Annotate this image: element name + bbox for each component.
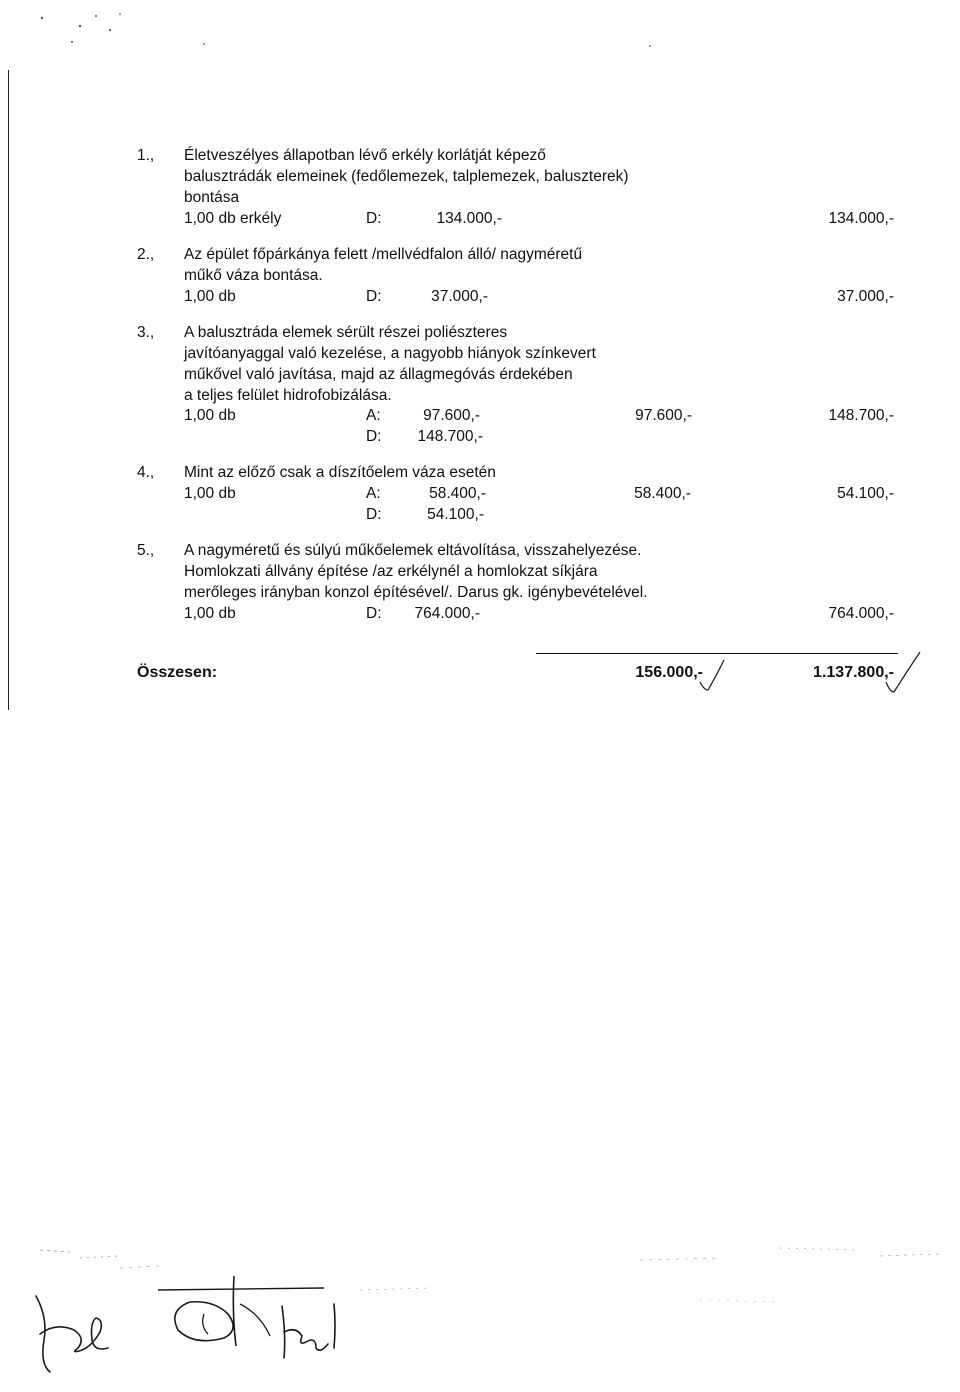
d-value: 148.700,-	[417, 428, 483, 445]
d-label: D:	[366, 506, 382, 523]
a-value: 97.600,-	[423, 407, 480, 424]
item-total: 764.000,-	[828, 605, 894, 622]
item-number: 3.,	[137, 324, 155, 341]
a-label: A:	[366, 407, 381, 424]
item-number: 4.,	[137, 464, 155, 481]
item-quantity: 1,00 db	[184, 288, 236, 305]
signature-1	[30, 1288, 120, 1378]
d-value: 54.100,-	[427, 506, 484, 523]
item-total: 134.000,-	[828, 210, 894, 227]
scan-dust-marks	[0, 0, 960, 60]
item-total: 54.100,-	[837, 485, 894, 502]
page-margin-line	[8, 70, 9, 710]
item-description-line: A nagyméretű és súlyú műkőelemek eltávolítása, visszahelyezése.	[184, 542, 642, 559]
item-description-line: balusztrádák elemeinek (fedőlemezek, talplemezek, baluszterek)	[184, 168, 629, 185]
item-description-line: merőleges irányban konzol építésével/. Darus gk. igénybevételével.	[184, 584, 648, 601]
check-mark-icon	[698, 656, 728, 696]
item-number: 1.,	[137, 147, 155, 164]
summary-a-sum: 156.000,-	[635, 664, 703, 681]
d-value: 134.000,-	[436, 210, 502, 227]
item-description-line: műkővel való javítása, majd az állagmegóvás érdekében	[184, 366, 573, 383]
item-quantity: 1,00 db	[184, 605, 236, 622]
summary-rule	[536, 653, 898, 654]
item-number: 5.,	[137, 542, 155, 559]
item-description-line: bontása	[184, 189, 240, 206]
item-quantity: 1,00 db	[184, 407, 236, 424]
item-total: 37.000,-	[837, 288, 894, 305]
d-label: D:	[366, 605, 382, 622]
d-value: 764.000,-	[414, 605, 480, 622]
d-label: D:	[366, 428, 382, 445]
d-label: D:	[366, 210, 382, 227]
item-description-line: Mint az előző csak a díszítőelem váza esetén	[184, 464, 496, 481]
scan-dust-marks	[0, 1230, 960, 1350]
item-description-line: javítóanyaggal való kezelése, a nagyobb hiányok színkevert	[184, 345, 596, 362]
a-total: 97.600,-	[635, 407, 692, 424]
a-total: 58.400,-	[634, 485, 691, 502]
a-label: A:	[366, 485, 381, 502]
summary-label: Összesen:	[137, 664, 218, 681]
item-quantity: 1,00 db erkély	[184, 210, 282, 227]
check-mark-icon	[884, 648, 924, 698]
item-total: 148.700,-	[828, 407, 894, 424]
item-number: 2.,	[137, 246, 155, 263]
item-description-line: Életveszélyes állapotban lévő erkély korlátját képező	[184, 147, 546, 164]
item-description-line: A balusztráda elemek sérült részei poliészteres	[184, 324, 508, 341]
a-value: 58.400,-	[429, 485, 486, 502]
item-description-line: Az épület főpárkánya felett /mellvédfalon álló/ nagyméretű	[184, 246, 583, 263]
item-description-line: a teljes felület hidrofobizálása.	[184, 387, 392, 404]
signature-3	[276, 1296, 356, 1366]
item-description-line: Homlokzati állvány építése /az erkélynél a homlokzat síkjára	[184, 563, 598, 580]
item-description-line: műkő váza bontása.	[184, 267, 323, 284]
d-value: 37.000,-	[431, 288, 488, 305]
item-quantity: 1,00 db	[184, 485, 236, 502]
summary-d-sum: 1.137.800,-	[813, 664, 894, 681]
d-label: D:	[366, 288, 382, 305]
